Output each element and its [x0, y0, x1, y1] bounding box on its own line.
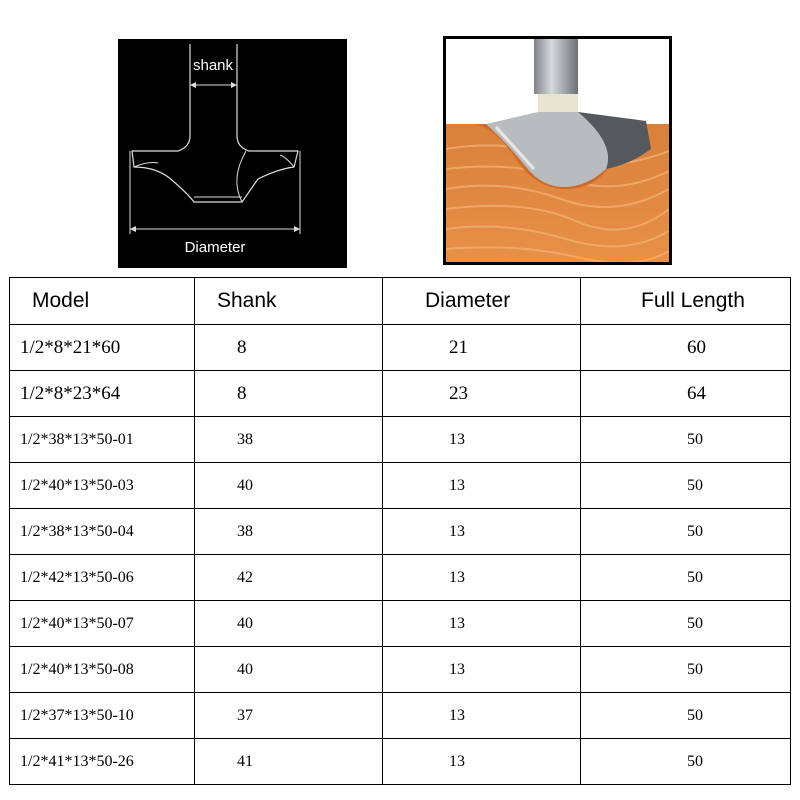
cell-full-length: 50 [581, 417, 791, 463]
shank-label: shank [192, 57, 234, 74]
header-model: Model [10, 278, 195, 325]
cell-model: 1/2*42*13*50-06 [10, 555, 195, 601]
cell-full-length: 64 [581, 371, 791, 417]
cell-model: 1/2*8*21*60 [10, 325, 195, 371]
table-row [10, 693, 791, 739]
cell-full-length: 50 [581, 601, 791, 647]
cell-shank: 41 [195, 739, 383, 785]
table-row [10, 417, 791, 463]
cell-full-length: 50 [581, 509, 791, 555]
cell-model: 1/2*8*23*64 [10, 371, 195, 417]
header-diameter: Diameter [383, 278, 581, 325]
table-row [10, 739, 791, 785]
header-shank: Shank [195, 278, 383, 325]
cell-diameter: 13 [383, 555, 581, 601]
header-full-length: Full Length [581, 278, 791, 325]
cell-diameter: 23 [383, 371, 581, 417]
bit-dimension-diagram [118, 39, 347, 268]
cell-full-length: 50 [581, 739, 791, 785]
cell-shank: 40 [195, 601, 383, 647]
cell-full-length: 50 [581, 463, 791, 509]
cell-diameter: 21 [383, 325, 581, 371]
table-row [10, 371, 791, 417]
cell-diameter: 13 [383, 417, 581, 463]
cell-full-length: 60 [581, 325, 791, 371]
bit-in-wood-photo [443, 36, 672, 265]
cell-shank: 8 [195, 371, 383, 417]
cell-diameter: 13 [383, 509, 581, 555]
cell-diameter: 13 [383, 463, 581, 509]
cell-shank: 38 [195, 509, 383, 555]
table-row [10, 555, 791, 601]
cell-model: 1/2*38*13*50-01 [10, 417, 195, 463]
cell-diameter: 13 [383, 647, 581, 693]
cell-model: 1/2*40*13*50-08 [10, 647, 195, 693]
cell-full-length: 50 [581, 555, 791, 601]
cell-model: 1/2*41*13*50-26 [10, 739, 195, 785]
cell-diameter: 13 [383, 601, 581, 647]
cell-model: 1/2*40*13*50-03 [10, 463, 195, 509]
spec-table [9, 277, 791, 785]
cell-diameter: 13 [383, 693, 581, 739]
cell-shank: 37 [195, 693, 383, 739]
router-bit-outline [118, 39, 347, 268]
cell-model: 1/2*37*13*50-10 [10, 693, 195, 739]
cell-shank: 38 [195, 417, 383, 463]
table-row [10, 601, 791, 647]
table-header-row [10, 278, 791, 325]
cell-shank: 40 [195, 463, 383, 509]
diameter-label: Diameter [184, 239, 246, 256]
cell-diameter: 13 [383, 739, 581, 785]
table-row [10, 325, 791, 371]
cell-model: 1/2*40*13*50-07 [10, 601, 195, 647]
router-bit-photo-illustration [446, 39, 669, 262]
table-row [10, 509, 791, 555]
cell-shank: 8 [195, 325, 383, 371]
cell-shank: 40 [195, 647, 383, 693]
table-row [10, 647, 791, 693]
cell-model: 1/2*38*13*50-04 [10, 509, 195, 555]
cell-full-length: 50 [581, 647, 791, 693]
cell-shank: 42 [195, 555, 383, 601]
table-row [10, 463, 791, 509]
cell-full-length: 50 [581, 693, 791, 739]
